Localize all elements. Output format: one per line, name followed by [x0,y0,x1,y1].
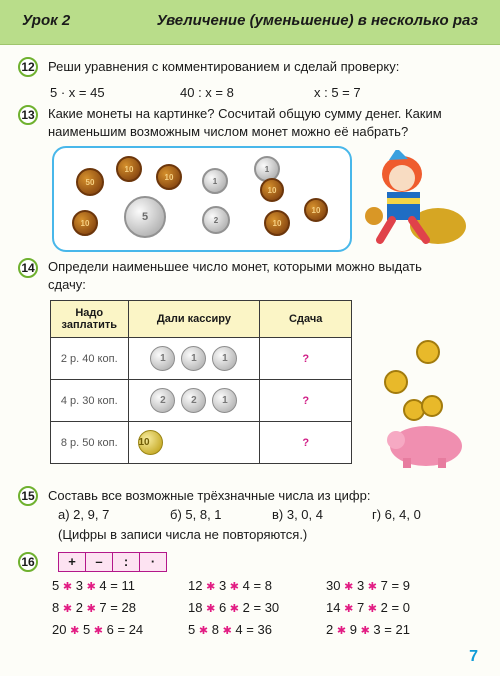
clown-with-money-bag-illustration [362,150,472,246]
task-14-line-1: Определи наименьшее число монет, которыми можно выдать [48,259,422,274]
task-12-equation-3: x : 5 = 7 [314,85,361,100]
coin-silver: 1 [150,346,175,371]
equation-row-3-col-2: 5 ✱ 8 ✱ 4 = 36 [188,622,272,637]
coin-gold: 10 [72,210,98,236]
change-answer: ? [260,338,352,380]
coins-and-piggy-bank-illustration [378,334,470,470]
task-13-line-2: наименьшим возможным числом монет можно её набрать? [48,124,409,139]
change-answer: ? [260,380,352,422]
given-coins [128,422,260,464]
amount-to-pay: 8 р. 50 коп. [51,422,129,464]
task-14-line-2: сдачу: [48,277,86,292]
column-header-pay: Надо заплатить [51,301,129,338]
coins-picture [52,146,352,252]
coin-gold: 10 [304,198,328,222]
coin-silver: 1 [202,168,228,194]
coin-silver: 2 [181,388,206,413]
equation-row-1-col-2: 12 ✱ 3 ✱ 4 = 8 [188,578,272,593]
task-13-line-1: Какие монеты на картинке? Сосчитай общую сумму денег. Каким [48,106,442,121]
column-header-change: Сдача [260,301,352,338]
task-15-option-d: г) 6, 4, 0 [372,507,421,522]
coin-gold: 10 [264,210,290,236]
table-row [51,422,352,464]
given-coins [128,338,260,380]
table-row [51,380,352,422]
task-number-13: 13 [18,105,38,125]
task-12-equation-2: 40 : x = 8 [180,85,234,100]
task-15-option-a: а) 2, 9, 7 [58,507,110,522]
divide-sign: : [113,553,140,571]
task-number-12: 12 [18,57,38,77]
task-number-16: 16 [18,552,38,572]
equation-row-2-col-3: 14 ✱ 7 ✱ 2 = 0 [326,600,410,615]
change-answer: ? [260,422,352,464]
equation-row-1-col-3: 30 ✱ 3 ✱ 7 = 9 [326,578,410,593]
coin-gold: 50 [76,168,104,196]
page-header [0,0,500,45]
coin-silver: 2 [150,388,175,413]
task-15-note: (Цифры в записи числа не повторяются.) [58,527,308,542]
equation-row-2-col-1: 8 ✱ 2 ✱ 7 = 28 [52,600,136,615]
coin-silver: 1 [181,346,206,371]
coin-silver: 1 [212,388,237,413]
coin-silver: 5 [124,196,166,238]
task-number-14: 14 [18,258,38,278]
operation-signs-box [58,552,167,572]
coin-gold: 10 [156,164,182,190]
coin-gold: 10 [260,178,284,202]
task-15-option-b: б) 5, 8, 1 [170,507,222,522]
plus-sign: + [59,553,86,571]
coin-gold: 10 [138,430,163,455]
task-15-text: Составь все возможные трёхзначные числа из цифр: [48,488,371,503]
coin-silver: 2 [202,206,230,234]
coin-gold: 10 [116,156,142,182]
coin-silver: 1 [254,156,280,182]
minus-sign: – [86,553,113,571]
table-row [51,338,352,380]
multiply-sign: · [150,554,156,569]
column-header-given: Дали кассиру [128,301,260,338]
equation-row-3-col-3: 2 ✱ 9 ✱ 3 = 21 [326,622,410,637]
equation-row-2-col-2: 18 ✱ 6 ✱ 2 = 30 [188,600,280,615]
amount-to-pay: 4 р. 30 коп. [51,380,129,422]
given-coins [128,380,260,422]
change-table [50,300,352,464]
task-12-equation-1: 5 · x = 45 [50,85,105,100]
equation-row-3-col-1: 20 ✱ 5 ✱ 6 = 24 [52,622,144,637]
lesson-title: Урок 2 [22,12,71,29]
task-12-text: Реши уравнения с комментированием и сделай проверку: [48,59,400,74]
amount-to-pay: 2 р. 40 коп. [51,338,129,380]
task-number-15: 15 [18,486,38,506]
topic-title: Увеличение (уменьшение) в несколько раз [156,12,478,29]
page-number: 7 [469,648,478,665]
coin-silver: 1 [212,346,237,371]
equation-row-1-col-1: 5 ✱ 3 ✱ 4 = 11 [52,578,135,593]
task-15-option-c: в) 3, 0, 4 [272,507,323,522]
